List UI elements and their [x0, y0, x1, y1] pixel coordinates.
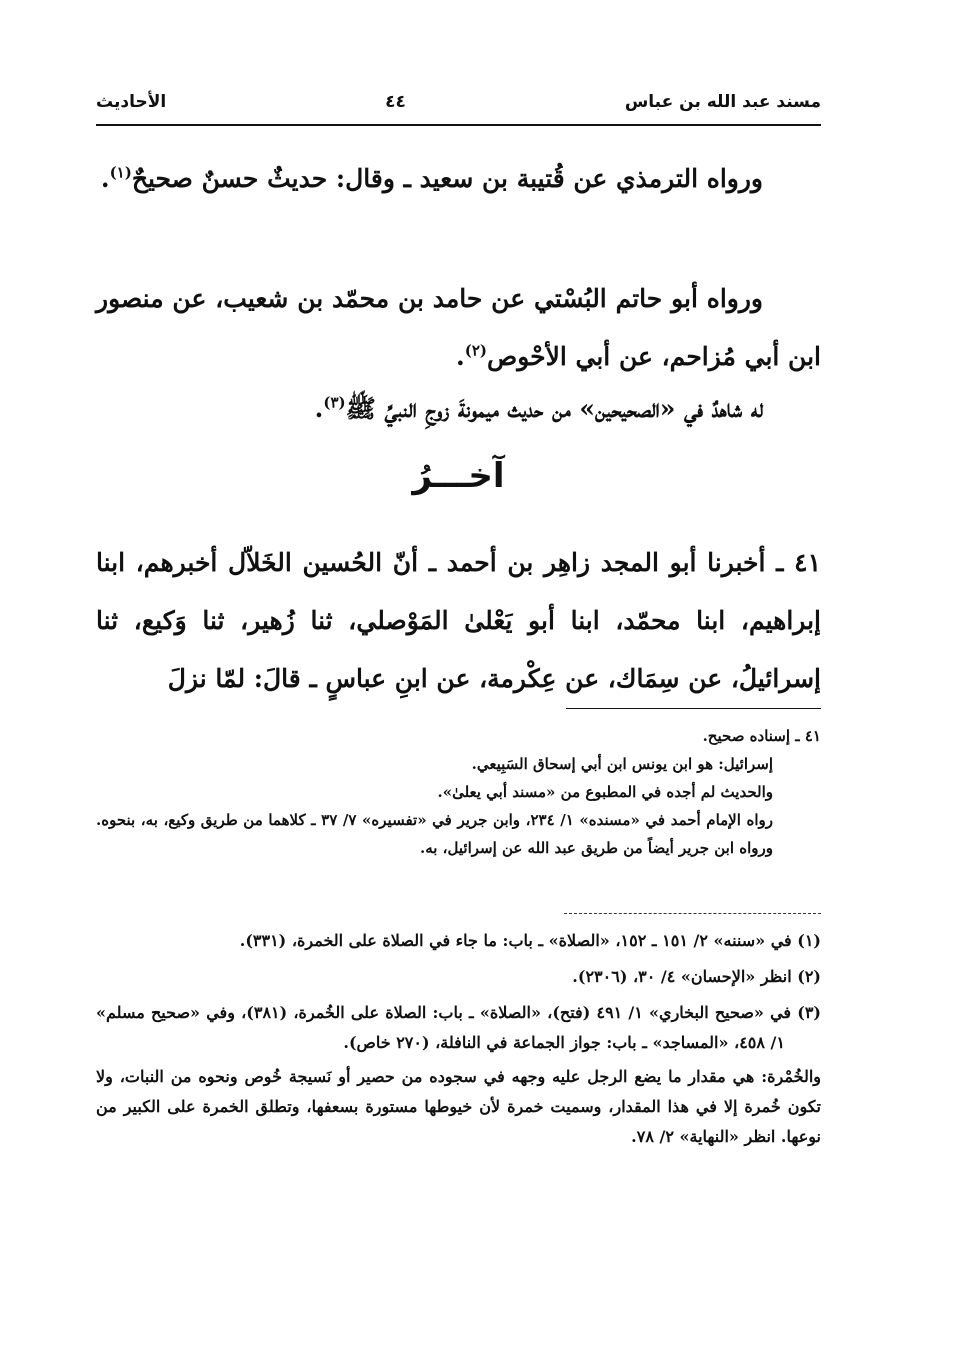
- hadith-41: [96, 534, 821, 708]
- footnote-2: (٢) انظر «الإحسان» ٤/ ٣٠، (٢٣٠٦).: [572, 967, 821, 986]
- paragraph-abu-hatim-text: ورواه أبو حاتم البُسْتي عن حامد بن محمّد بن شعيب، عن منصور ابن أبي مُزاحم، عن أبي الأحْوص: [96, 284, 821, 371]
- footnote-gloss-khumra: والخُمْرة: هي مقدار ما يضع الرجل عليه وجهه في سجوده من حصير أو نَسيجة خُوص ونحوه من النبات، ولا تكون خُمرة إلا في هذا المقدار، وسميت خمرة لأن خيوطها مستورة بسعفها، وتطلق الخمرة على الكبير من نوعها. انظر «النهاية» ٢/ ٧٨.: [96, 1067, 821, 1146]
- footnotes: [96, 926, 821, 1152]
- page-number: ٤٤: [385, 92, 406, 112]
- section-name: الأحاديث: [96, 92, 167, 112]
- footnotes-rule: [564, 913, 821, 914]
- footnote-ref-2: (٢): [464, 341, 488, 360]
- note-not-found: والحديث لم أجده في المطبوع من «مسند أبي يعلىٰ».: [437, 783, 773, 801]
- footnote-ref-3: (٣): [323, 393, 346, 412]
- book-title: مسند عبد الله بن عباس: [624, 92, 821, 112]
- section-title: آخـــرُ: [412, 456, 505, 496]
- paragraph-tirmidhi-text: ورواه الترمذي عن قُتيبة بن سعيد ـ وقال: حديثٌ حسنٌ صحيحٌ: [131, 164, 763, 193]
- note-isnad: ٤١ ـ إسناده صحيح.: [702, 727, 821, 745]
- note-israil: إسرائيل: هو ابن يونس ابن أبي إسحاق السَبِيعي.: [471, 755, 773, 773]
- paragraph-tirmidhi: ورواه الترمذي عن قُتيبة بن سعيد ـ وقال: حديثٌ حسنٌ صحيحٌ$^{(١)}$.: [100, 163, 763, 193]
- note-ahmad: رواه الإمام أحمد في «مسنده» ١/ ٢٣٤، وابن جرير في «تفسيره» ٧/ ٣٧ ـ كلاهما من طريق وكيع، به، بنحوه. ورواه ابن جرير أيضاً من طريق عبد الله عن إسرائيل، به.: [96, 811, 774, 857]
- header-rule: [96, 124, 821, 126]
- paragraph-witness-text: له شاهدٌ في «الصحيحين» من حديث ميمونةَ زوجِ النبيِّ ﷺ: [345, 394, 763, 423]
- hadith-41-text: ٤١ ـ أخبرنا أبو المجد زاهِر بن أحمد ـ أنّ الحُسين الخَلاّل أخبرهم، ابنا إبراهيم، ابنا محمّد، ابنا أبو يَعْلىٰ المَوْصلي، ثنا زُهير، ثنا وَكيع، ثنا إسرائيلُ، عن سِمَاك، عن عِكْرمة، عن ابنِ عباسٍ ـ قالَ: لمّا نزلَ: [96, 548, 821, 693]
- footnote-1: (١) في «سننه» ٢/ ١٥١ ـ ١٥٢، «الصلاة» ـ باب: ما جاء في الصلاة على الخمرة، (٣٣١).: [239, 931, 821, 950]
- paragraph-abu-hatim: ورواه أبو حاتم البُسْتي عن حامد بن محمّد بن شعيب، عن منصور ابن أبي مُزاحم، عن أبي الأحْوص$^{(٢)}$.: [96, 284, 821, 371]
- footnote-3: (٣) في «صحيح البخاري» ١/ ٤٩١ (فتح)، «الصلاة» ـ باب: الصلاة على الخُمرة، (٣٨١)، وفي «صحيح مسلم» ١/ ٤٥٨، «المساجد» ـ باب: جواز الجماعة في النافلة، (٢٧٠ خاص).: [96, 1003, 821, 1052]
- notes-rule: [566, 708, 821, 709]
- footnote-ref-1: (١): [109, 163, 132, 182]
- paragraph-witness: له شاهدٌ في «الصحيحين» من حديث ميمونةَ زوجِ النبيِّ ﷺ$^{(٣)}$.: [314, 393, 763, 423]
- editor-notes: [96, 722, 821, 862]
- running-header: [96, 86, 821, 118]
